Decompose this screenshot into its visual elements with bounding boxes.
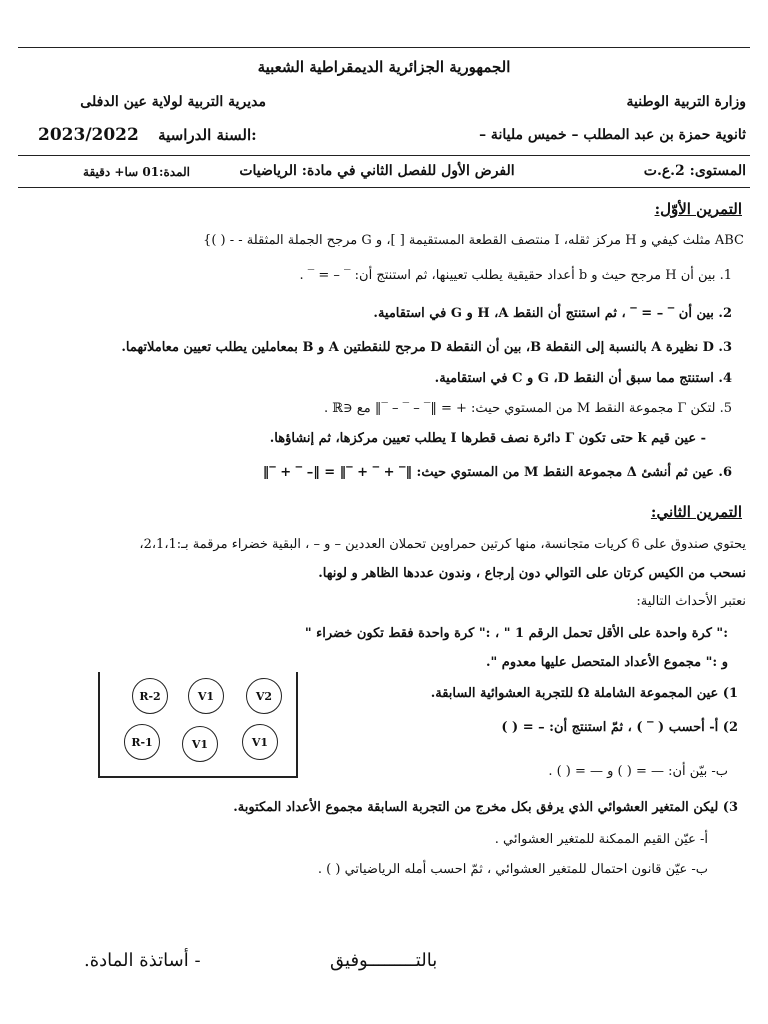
footer-teacher: - أساتذة المادة. xyxy=(84,950,201,971)
footer-wish: بالتـــــــــوفيق xyxy=(330,950,438,971)
ball-green-2: V2 xyxy=(246,678,282,714)
exercise2-title: التمرين الثاني: xyxy=(650,503,742,521)
header-exam: الفرض الأول للفصل الثاني في مادة: الرياضيات xyxy=(239,163,515,179)
year-label: السنة الدراسية: xyxy=(158,126,257,144)
header-rule-1 xyxy=(18,155,750,156)
exercise2-event2: و :" مجموع الأعداد المتحصل عليها معدوم ". xyxy=(485,655,728,670)
ball-red-minus-1: R-1 xyxy=(124,724,160,760)
header-rule-2 xyxy=(18,187,750,188)
exercise2-line2: نسحب من الكيس كرتان على التوالي دون إرجاع ، وندون عددها الظاهر و لونها. xyxy=(318,566,746,581)
exercise2-q3b: ب- عيّن قانون احتمال للمتغير العشوائي ، ثمّ احسب أمله الرياضياتي ( ) . xyxy=(317,862,708,877)
exercise2-line1: يحتوي صندوق على 6 كريات متجانسة، منها كرتين حمراوين تحملان العددين – و – ، البقية خضراء مرقمة بـ:2،1،1، xyxy=(139,537,746,552)
ball-red-minus-2: R-2 xyxy=(132,678,168,714)
header-year xyxy=(38,125,257,145)
ball-green-1c: V1 xyxy=(242,724,278,760)
exercise1-intro: ABC مثلث كيفي و H مركز ثقله، I منتصف القطعة المستقيمة [ ]، و G مرجح الجملة المثقلة - - ( )} xyxy=(203,233,744,248)
exercise2-q1: 1) عين المجموعة الشاملة Ω للتجربة العشوائية السابقة. xyxy=(430,686,738,701)
exercise2-event1: :" كرة واحدة على الأقل تحمل الرقم 1 " ، :" كرة واحدة فقط تكون خضراء " xyxy=(304,626,728,641)
header-school: ثانوية حمزة بن عبد المطلب – خميس مليانة – xyxy=(479,127,746,143)
exercise2-q3: 3) ليكن المتغير العشوائي الذي يرفق بكل مخرج من التجربة السابقة مجموع الأعداد المكتوبة. xyxy=(233,800,738,815)
exercise2-line3: نعتبر الأحداث التالية: xyxy=(636,594,746,609)
header-directorate: مديرية التربية لولاية عين الدفلى xyxy=(80,94,266,110)
exercise1-item-6: 6. عين ثم أنشئ Δ مجموعة النقط M من المستوي حيث: ‖‾ + ‾ + ‾‖ = ‖– ‾ + ‾‖ xyxy=(262,465,732,480)
ball-green-1b: V1 xyxy=(182,726,218,762)
exercise1-item-5b: - عين قيم k حتى تكون Γ دائرة نصف قطرها I يطلب تعيين مركزها، ثم إنشاؤها. xyxy=(269,431,706,446)
exercise2-q2b: ب- بيّن أن: — = ( ) و — = ( ) . xyxy=(548,764,728,779)
exercise1-item-2: 2. بين أن ‾ – = ‾ ، ثم استنتج أن النقط H ،A و G في استقامية. xyxy=(373,306,732,321)
header-level: المستوى: 2.ع.ت xyxy=(643,163,746,179)
top-rule xyxy=(18,47,750,48)
exercise1-item-3: 3. D نظيرة A بالنسبة إلى النقطة B، بين أن النقطة D مرجح للنقطتين A و B بمعاملين يطلب تعيين معاملاتهما. xyxy=(121,340,732,355)
exercise2-q2a: 2) أ- أحسب ( ‾ ) ، ثمّ استنتج أن: – = ( ) xyxy=(501,720,738,735)
exercise1-item-4: 4. استنتج مما سبق أن النقط G ،D و C في استقامية. xyxy=(434,371,732,386)
exercise1-title: التمرين الأوّل: xyxy=(654,200,742,218)
exercise1-item-1: 1. بين أن H مرجح حيث و b أعداد حقيقية يطلب تعيينها، ثم استنتج أن: ‾ – = ‾ . xyxy=(299,268,732,283)
exercise1-item-5: 5. لتكن Γ مجموعة النقط M من المستوي حيث: + = ‖‾ – ‾ – ‾‖ مع ∈ℝ . xyxy=(323,401,732,416)
year-value: 2023/2022 xyxy=(38,125,139,145)
header-ministry: وزارة التربية الوطنية xyxy=(626,94,746,110)
exercise2-q3a: أ- عيّن القيم الممكنة للمتغير العشوائي . xyxy=(494,832,708,847)
header-republic: الجمهورية الجزائرية الديمقراطية الشعبية xyxy=(257,58,511,76)
header-duration: المدة:01 سا+ دقيقة xyxy=(83,165,190,179)
ball-green-1: V1 xyxy=(188,678,224,714)
